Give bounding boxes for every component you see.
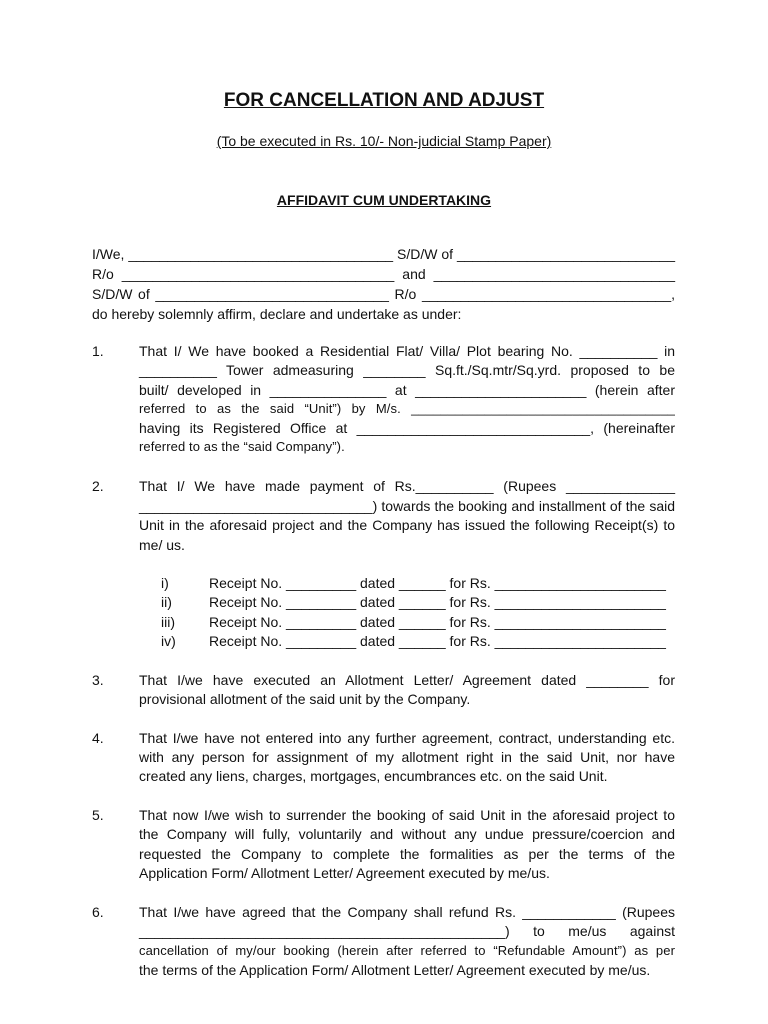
receipt-line: Receipt No. _________ dated ______ for Rs. ______________________ <box>209 614 666 630</box>
paragraph-line: That I/ We have booked a Residential Flat/ Villa/ Plot bearing No. __________ in <box>139 343 675 359</box>
receipt-line: Receipt No. _________ dated ______ for Rs. ______________________ <box>209 633 666 649</box>
paragraph-line: That I/we have executed an Allotment Letter/ Agreement dated ________ for <box>139 672 675 688</box>
paragraph-number: 6. <box>92 904 104 920</box>
paragraph-line: built/ developed in _______________ at ______________________ (herein after <box>139 382 675 398</box>
intro-line-1: I/We, __________________________________ S/D/W of ____________________________ <box>92 246 675 262</box>
paragraph-line: Unit in the aforesaid project and the Company has issued the following Receipt(s) to <box>139 517 675 533</box>
intro-line-3: S/D/W of ______________________________ R/o ________________________________, <box>92 286 675 302</box>
paragraph-line: having its Registered Office at ______________________________, (hereinafter <box>139 420 675 436</box>
paragraph-number: 4. <box>92 730 104 746</box>
receipt-line: Receipt No. _________ dated ______ for Rs. ______________________ <box>209 575 666 591</box>
paragraph-line: with any person for assignment of my allotment right in the said Unit, nor have <box>139 749 675 765</box>
paragraph-line: That now I/we wish to surrender the booking of said Unit in the aforesaid project to <box>139 807 675 823</box>
paragraph-line: That I/ We have made payment of Rs.__________ (Rupees ______________ <box>139 478 675 494</box>
paragraph-line: the Company will fully, voluntarily and without any undue pressure/coercion and <box>139 826 675 842</box>
receipt-numeral: ii) <box>161 594 172 610</box>
paragraph-number: 5. <box>92 807 104 823</box>
receipt-numeral: i) <box>161 575 169 591</box>
paragraph-line: referred to as the “said Company”). <box>139 439 345 454</box>
paragraph-line: Application Form/ Allotment Letter/ Agreement executed by me/us. <box>139 865 550 881</box>
document-title: FOR CANCELLATION AND ADJUST <box>223 90 545 111</box>
paragraph-line: created any liens, charges, mortgages, encumbrances etc. on the said Unit. <box>139 768 608 784</box>
paragraph-number: 3. <box>92 672 104 688</box>
paragraph-line: me/ us. <box>139 537 185 553</box>
intro-line-2: R/o ___________________________________ and _______________________________ <box>92 266 675 282</box>
paragraph-line: __________ Tower admeasuring ________ Sq.ft./Sq.mtr/Sq.yrd. proposed to be <box>139 362 675 378</box>
paragraph-line: That I/we have agreed that the Company shall refund Rs. ____________ (Rupees <box>139 904 675 920</box>
paragraph-line: the terms of the Application Form/ Allotment Letter/ Agreement executed by me/us. <box>139 962 651 978</box>
affidavit-heading: AFFIDAVIT CUM UNDERTAKING <box>276 192 492 208</box>
document-subtitle: (To be executed in Rs. 10/- Non-judicial Stamp Paper) <box>216 133 552 149</box>
paragraph-number: 1. <box>92 343 104 359</box>
paragraph-line: That I/we have not entered into any further agreement, contract, understanding etc. <box>139 730 675 746</box>
receipt-numeral: iv) <box>161 633 176 649</box>
receipt-line: Receipt No. _________ dated ______ for Rs. ______________________ <box>209 594 666 610</box>
intro-line-4: do hereby solemnly affirm, declare and undertake as under: <box>92 306 462 322</box>
paragraph-line: _______________________________________________) to me/us against <box>139 923 675 939</box>
paragraph-number: 2. <box>92 478 104 494</box>
paragraph-line: referred to as the said “Unit”) by M/s. ____________________________________ <box>139 401 675 416</box>
paragraph-line: requested the Company to complete the formalities as per the terms of the <box>139 846 675 862</box>
paragraph-line: provisional allotment of the said unit by the Company. <box>139 691 471 707</box>
receipt-numeral: iii) <box>161 614 175 630</box>
paragraph-line: ______________________________) towards the booking and installment of the said <box>139 498 675 514</box>
paragraph-line: cancellation of my/our booking (herein after referred to “Refundable Amount”) as per <box>139 943 675 958</box>
